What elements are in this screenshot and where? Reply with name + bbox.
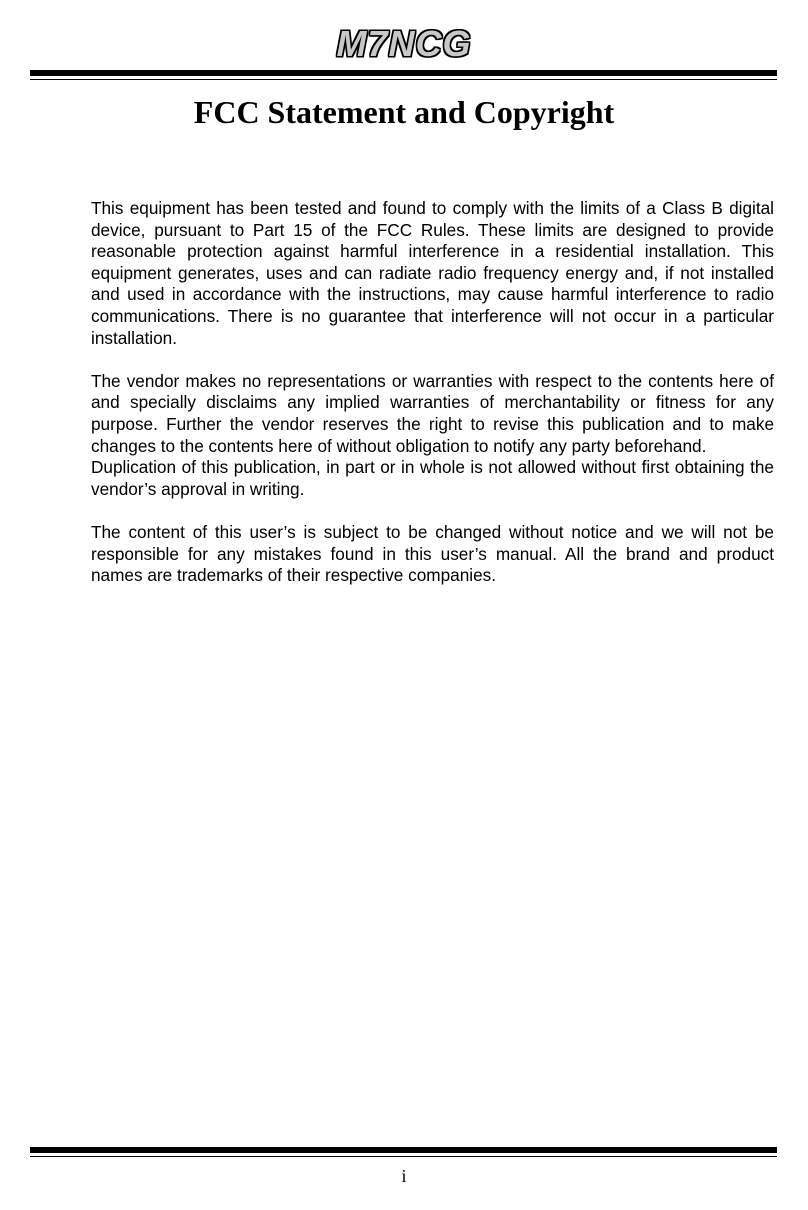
page-title: FCC Statement and Copyright (193, 94, 615, 130)
paragraph-spacer (91, 349, 774, 371)
header-model-title: M7NCG (336, 23, 472, 64)
trademark-paragraph: The content of this user’s is subject to be changed without notice and we will not be responsible for any mistakes found in this user’s manual. All the brand and product names are trademarks of their respective companies. (91, 521, 774, 586)
page-number: i (401, 1166, 407, 1186)
footer-rule-thick (30, 1147, 777, 1153)
paragraph-spacer (91, 500, 774, 522)
footer-rule-thin (30, 1156, 777, 1157)
duplication-paragraph: Duplication of this publication, in part or in whole is not allowed without first obtaining the vendor’s approval in writing. (91, 457, 774, 499)
document-body (91, 198, 774, 587)
header-rule-thin (30, 79, 777, 80)
fcc-compliance-paragraph: This equipment has been tested and found to comply with the limits of a Class B digital device, pursuant to Part 15 of the FCC Rules. These limits are designed to provide reasonable protection against harmful interference in a residential installation. This equipment generates, uses and can radiate radio frequency energy and, if not installed and used in accordance with the instructions, may cause harmful interference to radio communications. There is no guarantee that interference will not occur in a particular installation. (91, 198, 774, 348)
warranty-disclaimer-paragraph: The vendor makes no representations or warranties with respect to the contents here of and specially disclaims any implied warranties of merchantability or fitness for any purpose. Further the vendor reserves the right to revise this publication and to make changes to the contents here of without obligation to notify any party beforehand. (91, 370, 774, 456)
header-rule-thick (30, 70, 777, 76)
